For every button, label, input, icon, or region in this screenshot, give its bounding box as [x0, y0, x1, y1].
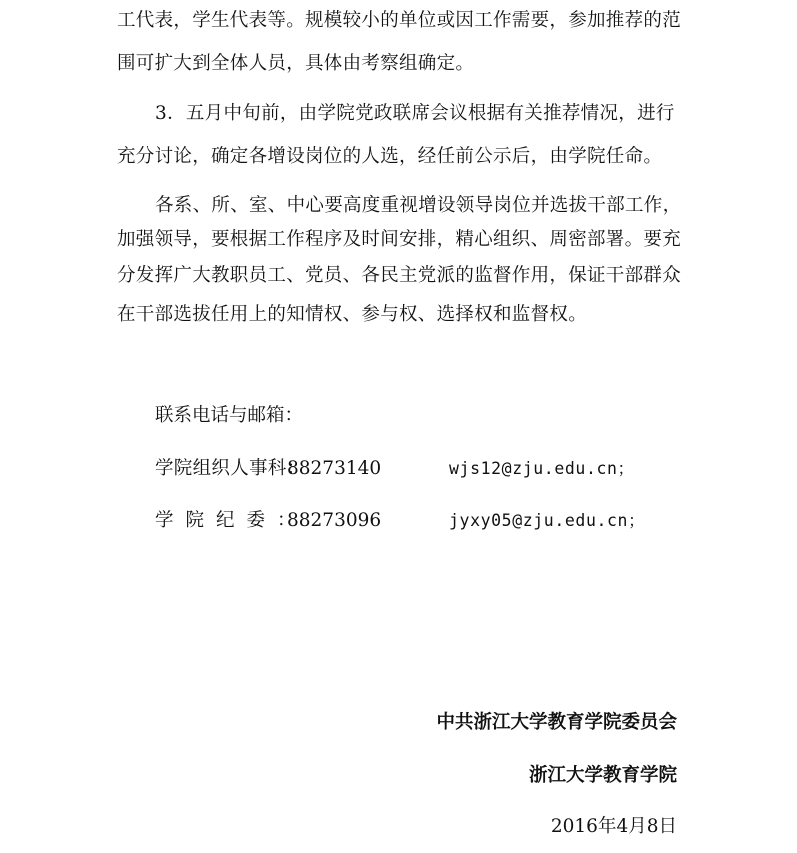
- contact-phone: 88273140: [287, 458, 382, 479]
- contact-dept: 学院纪委：: [155, 510, 308, 531]
- item-3-line-1: 3．五月中旬前，由学院党政联席会议根据有关推荐情况，进行: [155, 103, 675, 124]
- signature-party-committee: 中共浙江大学教育学院委员会: [436, 712, 677, 733]
- paragraph-line-2: 围可扩大到全体人员，具体由考察组确定。: [117, 53, 475, 74]
- item-3-line-2: 充分讨论，确定各增设岗位的人选，经任前公示后，由学院任命。: [117, 146, 663, 167]
- contact-dept: 学院组织人事科：: [155, 458, 306, 479]
- contact-email[interactable]: jyxy05@zju.edu.cn；: [449, 511, 646, 530]
- contact-row-discipline: [155, 509, 645, 533]
- contact-email[interactable]: wjs12@zju.edu.cn；: [449, 459, 635, 478]
- signature-date: 2016年4月8日: [550, 816, 677, 837]
- contact-row-hr: [155, 457, 635, 481]
- closing-line-2: 加强领导，要根据工作程序及时间安排，精心组织、周密部署。要充: [117, 229, 682, 250]
- contacts-heading: 联系电话与邮箱：: [155, 405, 304, 426]
- closing-line-3: 分发挥广大教职员工、党员、各民主党派的监督作用，保证干部群众: [117, 265, 682, 286]
- signature-school: 浙江大学教育学院: [528, 765, 677, 786]
- paragraph-line-1: 工代表，学生代表等。规模较小的单位或因工作需要，参加推荐的范: [117, 10, 682, 31]
- contact-phone: 88273096: [287, 510, 382, 531]
- closing-line-4: 在干部选拔任用上的知情权、参与权、选择权和监督权。: [117, 304, 588, 325]
- closing-line-1: 各系、所、室、中心要高度重视增设领导岗位并选拔干部工作，: [155, 195, 682, 216]
